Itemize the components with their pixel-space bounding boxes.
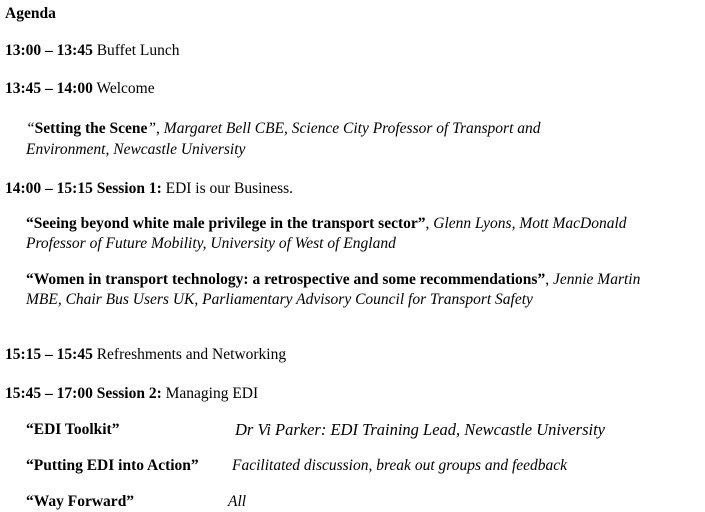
agenda-label: Buffet Lunch <box>96 42 180 59</box>
talk-speaker-continued: MBE, Chair Bus Users UK, Parliamentary Advisory Council for Transport Safety <box>26 291 533 308</box>
agenda-item-refreshments <box>5 345 286 365</box>
talk-women-in-transport <box>26 270 640 290</box>
agenda-item-session-2 <box>5 384 258 404</box>
talk-close-quote: ”, <box>147 120 160 137</box>
agenda-time: 13:45 – 14:00 <box>5 80 93 97</box>
talk-edi-toolkit-detail: Dr Vi Parker: EDI Training Lead, Newcastle University <box>235 420 605 439</box>
talk-speaker-continued: Environment, Newcastle University <box>26 141 246 158</box>
agenda-session-label: Session 2: <box>96 385 162 402</box>
talk-edi-toolkit-title: “EDI Toolkit” <box>26 421 120 438</box>
talk-comma: , <box>545 271 550 288</box>
agenda-label: Managing EDI <box>165 385 259 402</box>
talk-title: “Women in transport technology: a retrospective and some recommendations” <box>26 271 546 288</box>
agenda-time: 14:00 – 15:15 <box>5 180 93 197</box>
talk-seeing-beyond <box>26 214 627 234</box>
talk-way-forward-detail: All <box>228 493 247 510</box>
agenda-time: 15:45 – 17:00 <box>5 385 93 402</box>
talk-title: “Seeing beyond white male privilege in the transport sector” <box>26 215 426 232</box>
talk-speaker: Glenn Lyons, Mott MacDonald <box>433 215 627 232</box>
agenda-heading: Agenda <box>5 5 56 22</box>
talk-title: Setting the Scene <box>34 120 148 137</box>
talk-speaker: Margaret Bell CBE, Science City Professor of Transport and <box>163 120 541 137</box>
agenda-label: Refreshments and Networking <box>96 346 287 363</box>
agenda-item-session-1 <box>5 179 293 199</box>
talk-way-forward-title: “Way Forward” <box>26 493 135 510</box>
agenda-item-buffet-lunch <box>5 41 180 61</box>
talk-comma: , <box>425 215 430 232</box>
agenda-label: Welcome <box>96 80 155 97</box>
agenda-time: 15:15 – 15:45 <box>5 346 93 363</box>
talk-speaker: Jennie Martin <box>552 271 641 288</box>
agenda-item-welcome <box>5 79 155 99</box>
talk-open-quote: “ <box>26 120 35 137</box>
talk-putting-edi-title: “Putting EDI into Action” <box>26 457 199 474</box>
talk-putting-edi-detail: Facilitated discussion, break out groups and feedback <box>232 457 568 474</box>
agenda-time: 13:00 – 13:45 <box>5 42 93 59</box>
talk-setting-the-scene <box>26 119 541 139</box>
agenda-session-label: Session 1: <box>96 180 162 197</box>
agenda-label: EDI is our Business. <box>165 180 294 197</box>
talk-speaker-continued: Professor of Future Mobility, University of West of England <box>26 235 396 252</box>
